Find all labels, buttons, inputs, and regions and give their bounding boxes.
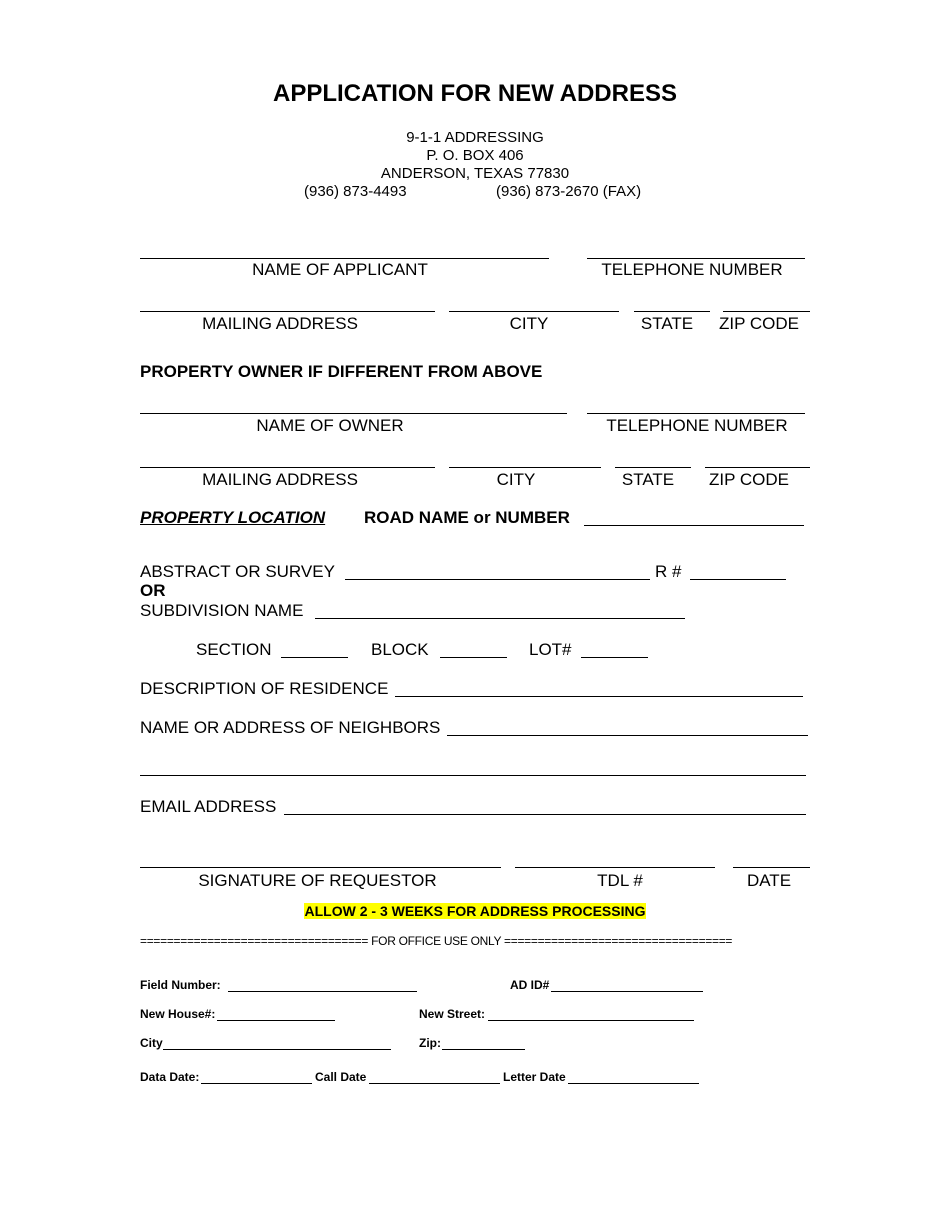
subdivision-field[interactable]	[315, 618, 685, 619]
owner-zip-label: ZIP CODE	[709, 470, 789, 489]
form-title: APPLICATION FOR NEW ADDRESS	[272, 80, 677, 107]
date-label: DATE	[746, 871, 792, 890]
ad-id-label: AD ID#	[510, 978, 550, 992]
signature-field[interactable]	[140, 867, 501, 868]
data-date-field[interactable]	[201, 1083, 312, 1084]
applicant-name-label: NAME OF APPLICANT	[252, 260, 428, 279]
office-zip-field[interactable]	[442, 1049, 525, 1050]
applicant-state-label: STATE	[640, 314, 694, 333]
new-house-label: New House#:	[140, 1007, 216, 1021]
email-field[interactable]	[284, 814, 806, 815]
office-line-2: P. O. BOX 406	[426, 147, 524, 164]
block-label: BLOCK	[371, 640, 429, 659]
office-line-1: 9-1-1 ADDRESSING	[406, 129, 544, 146]
owner-city-label: CITY	[496, 470, 536, 489]
field-number-label: Field Number:	[140, 978, 221, 992]
section-field[interactable]	[281, 657, 348, 658]
new-street-field[interactable]	[488, 1020, 694, 1021]
section-label: SECTION	[196, 640, 272, 659]
letter-date-label: Letter Date	[503, 1070, 566, 1084]
owner-city-field[interactable]	[449, 467, 601, 468]
owner-heading: PROPERTY OWNER IF DIFFERENT FROM ABOVE	[140, 362, 543, 381]
letter-date-field[interactable]	[568, 1083, 699, 1084]
ad-id-field[interactable]	[551, 991, 703, 992]
office-fax: (936) 873-2670 (FAX)	[496, 183, 642, 200]
tdl-field[interactable]	[515, 867, 715, 868]
call-date-field[interactable]	[369, 1083, 500, 1084]
subdivision-label: SUBDIVISION NAME	[140, 601, 304, 620]
road-name-label: ROAD NAME or NUMBER	[364, 508, 570, 527]
applicant-zip-field[interactable]	[723, 311, 810, 312]
call-date-label: Call Date	[315, 1070, 367, 1084]
lot-label: LOT#	[529, 640, 572, 659]
description-label: DESCRIPTION OF RESIDENCE	[140, 679, 389, 698]
r-number-label: R #	[655, 562, 682, 581]
owner-state-label: STATE	[621, 470, 675, 489]
abstract-survey-field[interactable]	[345, 579, 650, 580]
lot-field[interactable]	[581, 657, 648, 658]
owner-zip-field[interactable]	[705, 467, 810, 468]
office-phone: (936) 873-4493	[304, 183, 407, 200]
applicant-mailing-field[interactable]	[140, 311, 435, 312]
description-field[interactable]	[395, 696, 803, 697]
data-date-label: Data Date:	[140, 1070, 200, 1084]
processing-notice: ALLOW 2 - 3 WEEKS FOR ADDRESS PROCESSING	[304, 903, 646, 919]
office-use-divider	[140, 934, 732, 948]
owner-mailing-field[interactable]	[140, 467, 435, 468]
processing-notice-wrap	[0, 903, 950, 921]
applicant-mailing-label: MAILING ADDRESS	[202, 314, 358, 333]
owner-mailing-label: MAILING ADDRESS	[202, 470, 358, 489]
office-city-field[interactable]	[163, 1049, 391, 1050]
applicant-phone-field[interactable]	[587, 258, 805, 259]
block-field[interactable]	[440, 657, 507, 658]
date-field[interactable]	[733, 867, 810, 868]
applicant-zip-label: ZIP CODE	[719, 314, 799, 333]
neighbors-field[interactable]	[447, 735, 808, 736]
new-house-field[interactable]	[217, 1020, 335, 1021]
tdl-label: TDL #	[597, 871, 643, 890]
office-use-label: FOR OFFICE USE ONLY	[371, 934, 501, 948]
applicant-name-field[interactable]	[140, 258, 549, 259]
field-number-field[interactable]	[228, 991, 417, 992]
property-location-heading: PROPERTY LOCATION	[140, 508, 326, 527]
road-name-field[interactable]	[584, 525, 804, 526]
new-street-label: New Street:	[419, 1007, 486, 1021]
applicant-phone-label: TELEPHONE NUMBER	[601, 260, 783, 279]
applicant-city-field[interactable]	[449, 311, 619, 312]
owner-name-label: NAME OF OWNER	[256, 416, 404, 435]
signature-label: SIGNATURE OF REQUESTOR	[198, 871, 437, 890]
abstract-survey-label: ABSTRACT OR SURVEY	[140, 562, 335, 581]
owner-phone-label: TELEPHONE NUMBER	[606, 416, 788, 435]
applicant-state-field[interactable]	[634, 311, 710, 312]
owner-state-field[interactable]	[615, 467, 691, 468]
or-label: OR	[140, 581, 166, 600]
divider-left: ==================================	[140, 934, 369, 948]
neighbors-label: NAME OR ADDRESS OF NEIGHBORS	[140, 718, 441, 737]
office-zip-label: Zip:	[419, 1036, 441, 1050]
owner-phone-field[interactable]	[587, 413, 805, 414]
neighbors-field-line-2[interactable]	[140, 775, 806, 776]
applicant-city-label: CITY	[509, 314, 549, 333]
divider-right: ==================================	[504, 934, 733, 948]
office-city-label: City	[140, 1036, 163, 1050]
email-label: EMAIL ADDRESS	[140, 797, 277, 816]
office-line-3: ANDERSON, TEXAS 77830	[380, 165, 570, 182]
r-number-field[interactable]	[690, 579, 786, 580]
owner-name-field[interactable]	[140, 413, 567, 414]
